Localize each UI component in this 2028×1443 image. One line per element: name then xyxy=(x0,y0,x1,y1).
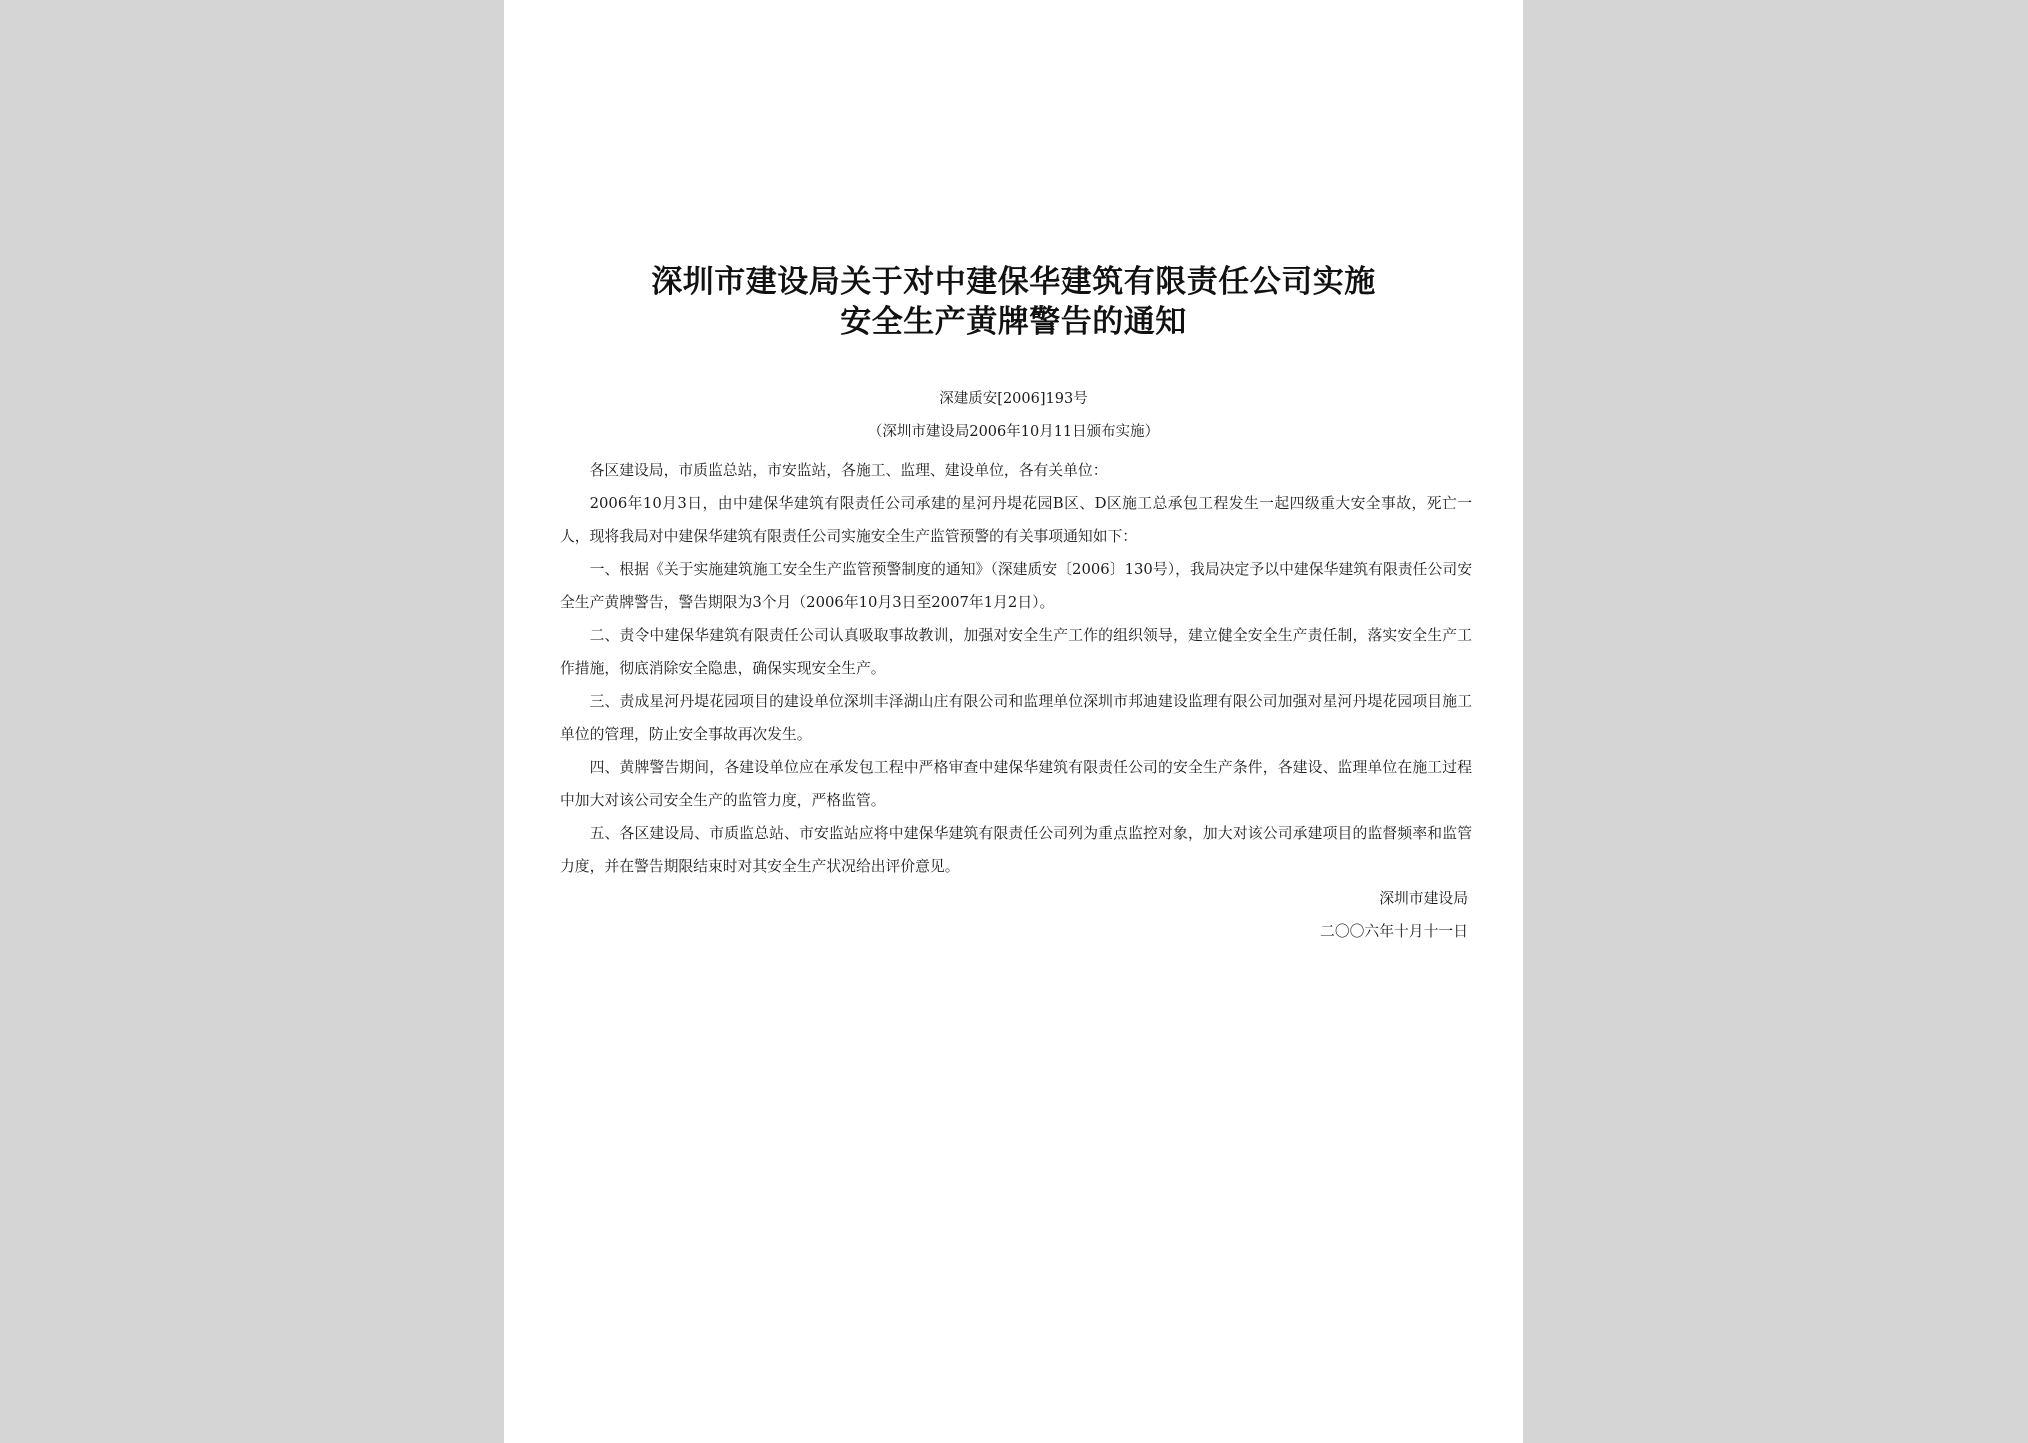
paragraph-item-1: 一、根据《关于实施建筑施工安全生产监管预警制度的通知》（深建质安〔2006〕130号），我局决定予以中建保华建筑有限责任公司安全生产黄牌警告，警告期限为3个月（2006年10月3日至2007年1月2日）。 xyxy=(560,561,1472,611)
signature-issuer: 深圳市建设局 xyxy=(1379,890,1468,907)
paragraph-item-2: 二、责令中建保华建筑有限责任公司认真吸取事故教训，加强对安全生产工作的组织领导，建立健全安全生产责任制，落实安全生产工作措施，彻底消除安全隐患，确保实现安全生产。 xyxy=(560,627,1472,677)
document-page xyxy=(504,0,1523,1443)
document-title xyxy=(504,262,1523,342)
paragraph-item-3: 三、责成星河丹堤花园项目的建设单位深圳丰泽湖山庄有限公司和监理单位深圳市邦迪建设监理有限公司加强对星河丹堤花园项目施工单位的管理，防止安全事故再次发生。 xyxy=(560,693,1472,743)
paragraph-item-5: 五、各区建设局、市质监总站、市安监站应将中建保华建筑有限责任公司列为重点监控对象，加大对该公司承建项目的监督频率和监管力度，并在警告期限结束时对其安全生产状况给出评价意见。 xyxy=(560,825,1472,875)
document-body xyxy=(560,454,1472,883)
title-line-1: 深圳市建设局关于对中建保华建筑有限责任公司实施 xyxy=(651,264,1376,300)
title-line-2: 安全生产黄牌警告的通知 xyxy=(840,304,1187,340)
document-number: 深建质安[2006]193号 xyxy=(939,391,1088,407)
issued-note: （深圳市建设局2006年10月11日颁布实施） xyxy=(867,424,1160,440)
signature-block xyxy=(1320,882,1468,948)
paragraph-intro: 2006年10月3日，由中建保华建筑有限责任公司承建的星河丹堤花园B区、D区施工总承包工程发生一起四级重大安全事故，死亡一人，现将我局对中建保华建筑有限责任公司实施安全生产监管预警的有关事项通知如下： xyxy=(560,495,1472,545)
paragraph-item-4: 四、黄牌警告期间，各建设单位应在承发包工程中严格审查中建保华建筑有限责任公司的安全生产条件，各建设、监理单位在施工过程中加大对该公司安全生产的监管力度，严格监管。 xyxy=(560,759,1472,809)
salutation: 各区建设局，市质监总站，市安监站，各施工、监理、建设单位，各有关单位： xyxy=(589,462,1108,479)
signature-date: 二〇〇六年十月十一日 xyxy=(1320,923,1468,940)
